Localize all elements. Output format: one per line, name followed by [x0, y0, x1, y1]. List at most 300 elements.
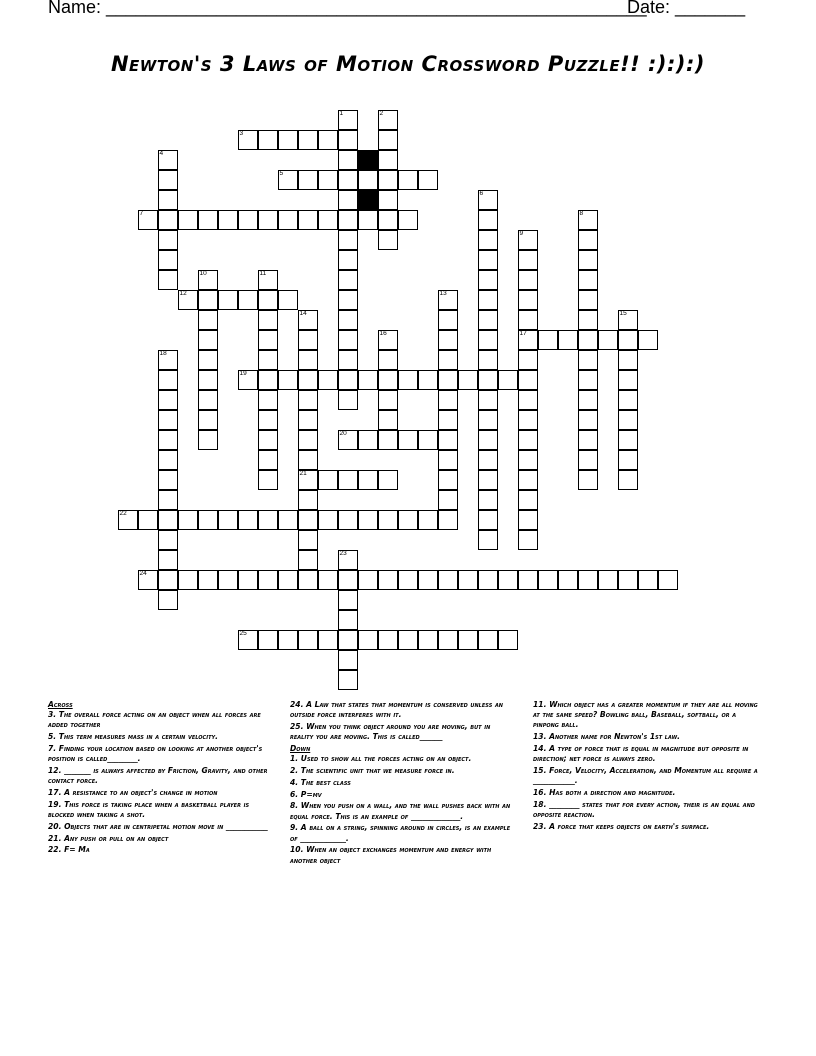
grid-cell[interactable]	[438, 450, 458, 470]
grid-cell[interactable]	[478, 490, 498, 510]
grid-cell[interactable]	[298, 330, 318, 350]
clue-number: 19	[239, 369, 247, 377]
clue-number: 5	[279, 169, 284, 177]
clue-text: 12. _______ is always affected by Friction, Gravity, and other contact force.	[48, 766, 268, 786]
grid-cell[interactable]	[138, 210, 158, 230]
grid-cell[interactable]	[198, 290, 218, 310]
grid-cell[interactable]	[498, 570, 518, 590]
grid-cell[interactable]	[198, 310, 218, 330]
grid-cell[interactable]	[478, 390, 498, 410]
grid-cell[interactable]	[398, 430, 418, 450]
grid-cell[interactable]	[658, 570, 678, 590]
grid-cell[interactable]	[298, 170, 318, 190]
grid-cell[interactable]	[478, 250, 498, 270]
clue-number: 20	[339, 429, 347, 437]
grid-cell[interactable]	[158, 150, 178, 170]
grid-cell[interactable]	[238, 510, 258, 530]
grid-cell[interactable]	[358, 170, 378, 190]
grid-cell[interactable]	[438, 430, 458, 450]
grid-cell[interactable]	[438, 330, 458, 350]
grid-cell[interactable]	[238, 570, 258, 590]
grid-cell[interactable]	[578, 250, 598, 270]
grid-cell[interactable]	[478, 430, 498, 450]
grid-cell[interactable]	[318, 370, 338, 390]
grid-cell[interactable]	[298, 130, 318, 150]
grid-cell[interactable]	[478, 310, 498, 330]
grid-cell[interactable]	[338, 610, 358, 630]
grid-cell[interactable]	[258, 430, 278, 450]
grid-cell[interactable]	[158, 590, 178, 610]
clue-text: 7. Finding your location based on looking at another object's position is called________.	[48, 744, 263, 764]
grid-cell[interactable]	[618, 310, 638, 330]
clue-text: 14. A type of force that is equal in magnitude but opposite in direction; net force is always zero.	[533, 744, 749, 764]
clue-number: 18	[159, 349, 167, 357]
name-field-label: Name: ______________________________________________________	[48, 0, 647, 17]
grid-cell[interactable]	[478, 350, 498, 370]
grid-cell[interactable]	[578, 350, 598, 370]
grid-cell[interactable]	[618, 470, 638, 490]
clue-number: 23	[339, 549, 347, 557]
grid-cell[interactable]	[478, 330, 498, 350]
grid-cell[interactable]	[418, 170, 438, 190]
grid-cell[interactable]	[198, 570, 218, 590]
grid-cell[interactable]	[438, 350, 458, 370]
grid-cell[interactable]	[258, 510, 278, 530]
grid-cell[interactable]	[358, 630, 378, 650]
grid-cell[interactable]	[258, 630, 278, 650]
grid-cell[interactable]	[198, 270, 218, 290]
down-heading: Down	[290, 744, 311, 753]
grid-cell[interactable]	[618, 430, 638, 450]
date-field-label: Date: _______	[627, 0, 746, 17]
grid-cell[interactable]	[138, 570, 158, 590]
grid-cell[interactable]	[338, 510, 358, 530]
grid-cell[interactable]	[178, 290, 198, 310]
grid-cell[interactable]	[378, 190, 398, 210]
grid-cell[interactable]	[298, 550, 318, 570]
grid-cell[interactable]	[298, 210, 318, 230]
grid-cell[interactable]	[398, 370, 418, 390]
grid-cell[interactable]	[518, 450, 538, 470]
grid-cell[interactable]	[318, 570, 338, 590]
grid-cell[interactable]	[378, 470, 398, 490]
grid-cell[interactable]	[238, 290, 258, 310]
grid-cell[interactable]	[338, 110, 358, 130]
grid-cell[interactable]	[578, 430, 598, 450]
grid-cell[interactable]	[378, 410, 398, 430]
clue-text: 18. ________ states that for every action, their is an equal and opposite reaction.	[533, 799, 755, 819]
grid-cell[interactable]	[338, 310, 358, 330]
grid-cell[interactable]	[318, 210, 338, 230]
grid-cell[interactable]	[198, 210, 218, 230]
clue-number: 15	[619, 309, 627, 317]
grid-cell[interactable]	[238, 630, 258, 650]
grid-cell[interactable]	[438, 310, 458, 330]
grid-cell[interactable]	[478, 230, 498, 250]
grid-cell[interactable]	[338, 670, 358, 690]
grid-cell[interactable]	[278, 510, 298, 530]
grid-cell[interactable]	[518, 290, 538, 310]
grid-cell[interactable]	[438, 570, 458, 590]
grid-cell[interactable]	[378, 110, 398, 130]
grid-cell[interactable]	[558, 330, 578, 350]
grid-cell[interactable]	[358, 210, 378, 230]
clue-text: 20. Objects that are in centripetal motion move in ___________	[48, 821, 268, 831]
grid-cell[interactable]	[458, 630, 478, 650]
grid-cell[interactable]	[398, 570, 418, 590]
grid-cell[interactable]	[338, 470, 358, 490]
grid-cell[interactable]	[298, 490, 318, 510]
grid-cell[interactable]	[218, 210, 238, 230]
grid-cell[interactable]	[118, 510, 138, 530]
grid-cell[interactable]	[278, 630, 298, 650]
grid-cell[interactable]	[478, 530, 498, 550]
grid-cell[interactable]	[478, 410, 498, 430]
grid-cell[interactable]	[298, 630, 318, 650]
clue-text: 11. Which object has a greater momentum if they are all moving at the same speed? Bowling ball, Baseball, softball, or a pinpong ball.	[533, 700, 758, 730]
grid-cell[interactable]	[478, 210, 498, 230]
grid-cell[interactable]	[478, 290, 498, 310]
grid-cell[interactable]	[338, 170, 358, 190]
grid-cell[interactable]	[238, 130, 258, 150]
grid-cell[interactable]	[578, 570, 598, 590]
grid-cell[interactable]	[198, 410, 218, 430]
grid-cell[interactable]	[378, 330, 398, 350]
grid-cell[interactable]	[178, 210, 198, 230]
clue-text: 16. Has both a direction and magnitude.	[533, 788, 676, 797]
grid-cell[interactable]	[178, 510, 198, 530]
grid-cell[interactable]	[158, 370, 178, 390]
grid-cell[interactable]	[338, 650, 358, 670]
grid-cell[interactable]	[158, 510, 178, 530]
grid-cell[interactable]	[338, 230, 358, 250]
grid-cell[interactable]	[398, 510, 418, 530]
clue-text: 15. Force, Velocity, Acceleration, and Momentum all require a ___________.	[533, 766, 758, 786]
grid-cell[interactable]	[358, 570, 378, 590]
clue-text: 25. When you think object around you are moving, but in reality you are moving. This is called______	[290, 722, 491, 742]
grid-cell[interactable]	[498, 630, 518, 650]
grid-cell[interactable]	[338, 630, 358, 650]
grid-cell[interactable]	[438, 410, 458, 430]
grid-cell[interactable]	[258, 390, 278, 410]
grid-cell[interactable]	[338, 350, 358, 370]
grid-cell[interactable]	[338, 430, 358, 450]
grid-cell[interactable]	[198, 390, 218, 410]
grid-cell[interactable]	[298, 430, 318, 450]
grid-cell[interactable]	[398, 170, 418, 190]
grid-cell[interactable]	[578, 370, 598, 390]
grid-cell[interactable]	[338, 330, 358, 350]
grid-cell[interactable]	[158, 490, 178, 510]
grid-cell[interactable]	[398, 630, 418, 650]
grid-cell[interactable]	[258, 410, 278, 430]
grid-cell[interactable]	[298, 370, 318, 390]
grid-cell[interactable]	[618, 330, 638, 350]
grid-cell[interactable]	[158, 170, 178, 190]
grid-cell[interactable]	[478, 630, 498, 650]
grid-cell[interactable]	[618, 410, 638, 430]
clue-number: 21	[299, 469, 307, 477]
grid-cell[interactable]	[298, 310, 318, 330]
grid-cell[interactable]	[338, 190, 358, 210]
grid-cell[interactable]	[338, 150, 358, 170]
grid-cell[interactable]	[378, 350, 398, 370]
clue-number: 14	[299, 309, 307, 317]
grid-cell[interactable]	[438, 510, 458, 530]
grid-cell[interactable]	[298, 530, 318, 550]
grid-cell[interactable]	[318, 510, 338, 530]
grid-cell[interactable]	[338, 370, 358, 390]
grid-cell[interactable]	[418, 370, 438, 390]
grid-cell[interactable]	[578, 330, 598, 350]
clue-number: 6	[479, 189, 484, 197]
grid-cell[interactable]	[138, 510, 158, 530]
grid-cell[interactable]	[618, 450, 638, 470]
clue-text: 24. A Law that states that momentum is conserved unless an outside force interferes with it.	[290, 700, 503, 720]
grid-cell[interactable]	[298, 350, 318, 370]
grid-cell[interactable]	[578, 290, 598, 310]
clue-text: 6. P=mv	[290, 789, 322, 799]
grid-cell[interactable]	[518, 430, 538, 450]
clues-column-2	[290, 700, 516, 867]
grid-cell[interactable]	[258, 570, 278, 590]
grid-cell[interactable]	[338, 390, 358, 410]
grid-cell[interactable]	[178, 570, 198, 590]
grid-cell[interactable]	[418, 430, 438, 450]
grid-cell[interactable]	[358, 470, 378, 490]
grid-cell[interactable]	[518, 470, 538, 490]
grid-cell[interactable]	[298, 510, 318, 530]
grid-cell[interactable]	[538, 570, 558, 590]
grid-cell[interactable]	[378, 130, 398, 150]
grid-cell[interactable]	[258, 330, 278, 350]
grid-cell[interactable]	[378, 150, 398, 170]
grid-cell[interactable]	[618, 370, 638, 390]
grid-cell[interactable]	[518, 570, 538, 590]
clue-number: 7	[139, 209, 144, 217]
grid-cell[interactable]	[338, 550, 358, 570]
grid-cell[interactable]	[418, 570, 438, 590]
grid-cell[interactable]	[158, 430, 178, 450]
grid-cell[interactable]	[258, 310, 278, 330]
grid-cell[interactable]	[578, 390, 598, 410]
grid-cell[interactable]	[438, 630, 458, 650]
grid-cell[interactable]	[378, 170, 398, 190]
grid-cell[interactable]	[518, 270, 538, 290]
grid-cell[interactable]	[518, 390, 538, 410]
grid-cell[interactable]	[158, 530, 178, 550]
clue-text: 23. A force that keeps objects on earth's surface.	[533, 821, 710, 831]
grid-cell[interactable]	[498, 370, 518, 390]
clue-text: 9. A ball on a string, spinning around in circles, is an example of ____________.	[290, 823, 511, 843]
grid-cell[interactable]	[158, 550, 178, 570]
grid-cell[interactable]	[578, 230, 598, 250]
grid-cell[interactable]	[278, 130, 298, 150]
grid-cell[interactable]	[298, 570, 318, 590]
grid-cell[interactable]	[318, 130, 338, 150]
grid-cell[interactable]	[278, 570, 298, 590]
grid-cell[interactable]	[258, 350, 278, 370]
clues-column-3	[533, 700, 759, 834]
clue-number: 8	[579, 209, 584, 217]
grid-cell[interactable]	[158, 210, 178, 230]
grid-cell[interactable]	[518, 370, 538, 390]
grid-cell[interactable]	[278, 290, 298, 310]
grid-cell[interactable]	[518, 490, 538, 510]
grid-cell[interactable]	[438, 390, 458, 410]
clue-text: 17. A resistance to an object's change in motion	[48, 788, 218, 797]
grid-cell[interactable]	[478, 450, 498, 470]
grid-cell[interactable]	[198, 370, 218, 390]
grid-cell[interactable]	[378, 390, 398, 410]
grid-cell[interactable]	[158, 350, 178, 370]
clue-text: 4. The best class	[290, 777, 351, 787]
grid-cell[interactable]	[338, 270, 358, 290]
grid-cell[interactable]	[378, 210, 398, 230]
grid-cell[interactable]	[618, 390, 638, 410]
clue-text: 2. The scientific unit that we measure force in.	[290, 766, 455, 775]
grid-cell[interactable]	[578, 470, 598, 490]
grid-cell[interactable]	[578, 210, 598, 230]
clue-number: 22	[119, 509, 127, 517]
grid-cell[interactable]	[538, 330, 558, 350]
grid-cell[interactable]	[298, 410, 318, 430]
clue-number: 3	[239, 129, 244, 137]
grid-cell[interactable]	[298, 390, 318, 410]
grid-cell[interactable]	[438, 470, 458, 490]
puzzle-title: Newton's 3 Laws of Motion Crossword Puzzle!! :):):)	[110, 52, 706, 76]
grid-cell[interactable]	[418, 630, 438, 650]
grid-cell[interactable]	[518, 350, 538, 370]
clues-column-1	[48, 700, 274, 857]
grid-cell[interactable]	[198, 350, 218, 370]
grid-cell[interactable]	[518, 510, 538, 530]
grid-cell[interactable]	[638, 570, 658, 590]
grid-cell[interactable]	[378, 570, 398, 590]
grid-cell[interactable]	[518, 250, 538, 270]
grid-cell[interactable]	[158, 250, 178, 270]
grid-cell[interactable]	[338, 590, 358, 610]
grid-cell[interactable]	[378, 630, 398, 650]
grid-cell[interactable]	[458, 570, 478, 590]
grid-cell[interactable]	[258, 130, 278, 150]
grid-cell[interactable]	[318, 630, 338, 650]
grid-cell[interactable]	[598, 570, 618, 590]
grid-cell[interactable]	[338, 570, 358, 590]
grid-cell[interactable]	[418, 510, 438, 530]
grid-cell[interactable]	[218, 290, 238, 310]
grid-cell[interactable]	[158, 230, 178, 250]
grid-cell[interactable]	[258, 370, 278, 390]
grid-cell[interactable]	[518, 410, 538, 430]
grid-cell[interactable]	[318, 170, 338, 190]
grid-cell[interactable]	[378, 510, 398, 530]
grid-cell[interactable]	[578, 270, 598, 290]
grid-cell[interactable]	[298, 450, 318, 470]
grid-cell[interactable]	[258, 290, 278, 310]
grid-cell[interactable]	[338, 250, 358, 270]
grid-cell[interactable]	[398, 210, 418, 230]
grid-cell[interactable]	[478, 570, 498, 590]
grid-cell[interactable]	[378, 230, 398, 250]
grid-cell[interactable]	[478, 470, 498, 490]
grid-cell[interactable]	[518, 530, 538, 550]
grid-cell[interactable]	[158, 470, 178, 490]
grid-cell[interactable]	[518, 310, 538, 330]
grid-cell[interactable]	[158, 410, 178, 430]
grid-cell[interactable]	[378, 370, 398, 390]
grid-cell[interactable]	[258, 450, 278, 470]
clue-text: 21. Any push or pull on an object	[48, 833, 169, 843]
grid-cell[interactable]	[558, 570, 578, 590]
grid-cell[interactable]	[158, 450, 178, 470]
grid-cell[interactable]	[578, 310, 598, 330]
grid-cell[interactable]	[198, 430, 218, 450]
clue-text: 22. F= Ma	[48, 845, 90, 855]
clue-number: 12	[179, 289, 187, 297]
grid-cell[interactable]	[278, 170, 298, 190]
grid-cell[interactable]	[618, 350, 638, 370]
grid-cell[interactable]	[338, 130, 358, 150]
grid-cell[interactable]	[578, 410, 598, 430]
grid-cell[interactable]	[598, 330, 618, 350]
grid-cell[interactable]	[638, 330, 658, 350]
grid-cell[interactable]	[318, 470, 338, 490]
grid-cell[interactable]	[158, 270, 178, 290]
grid-cell[interactable]	[438, 370, 458, 390]
grid-cell[interactable]	[338, 210, 358, 230]
clue-number: 11	[259, 269, 267, 277]
grid-cell[interactable]	[358, 510, 378, 530]
grid-cell[interactable]	[358, 430, 378, 450]
clue-text: 8. When you push on a wall, and the wall pushes back with an equal force. This is an example of _____________.	[290, 801, 511, 821]
grid-cell[interactable]	[158, 190, 178, 210]
grid-cell[interactable]	[258, 270, 278, 290]
grid-cell[interactable]	[238, 210, 258, 230]
grid-cell[interactable]	[578, 450, 598, 470]
grid-cell[interactable]	[438, 490, 458, 510]
grid-cell[interactable]	[258, 470, 278, 490]
grid-cell[interactable]	[298, 470, 318, 490]
grid-cell[interactable]	[278, 210, 298, 230]
grid-cell[interactable]	[618, 570, 638, 590]
clue-text: 13. Another name for Newton's 1st law.	[533, 732, 680, 742]
clue-number: 4	[159, 149, 164, 157]
grid-cell[interactable]	[438, 290, 458, 310]
grid-cell[interactable]	[478, 510, 498, 530]
grid-cell[interactable]	[258, 210, 278, 230]
grid-cell[interactable]	[238, 370, 258, 390]
grid-cell[interactable]	[458, 370, 478, 390]
grid-cell[interactable]	[478, 370, 498, 390]
grid-cell[interactable]	[518, 330, 538, 350]
grid-cell[interactable]	[278, 370, 298, 390]
clue-number: 16	[379, 329, 387, 337]
grid-cell[interactable]	[378, 430, 398, 450]
grid-cell[interactable]	[338, 290, 358, 310]
grid-cell[interactable]	[158, 570, 178, 590]
grid-cell[interactable]	[198, 330, 218, 350]
grid-cell[interactable]	[478, 270, 498, 290]
grid-cell[interactable]	[158, 390, 178, 410]
grid-cell[interactable]	[358, 370, 378, 390]
grid-cell[interactable]	[478, 190, 498, 210]
grid-cell[interactable]	[218, 570, 238, 590]
grid-cell[interactable]	[218, 510, 238, 530]
grid-cell[interactable]	[518, 230, 538, 250]
grid-cell[interactable]	[198, 510, 218, 530]
clue-text: 19. This force is taking place when a basketball player is blocked when taking a shot.	[48, 799, 250, 819]
